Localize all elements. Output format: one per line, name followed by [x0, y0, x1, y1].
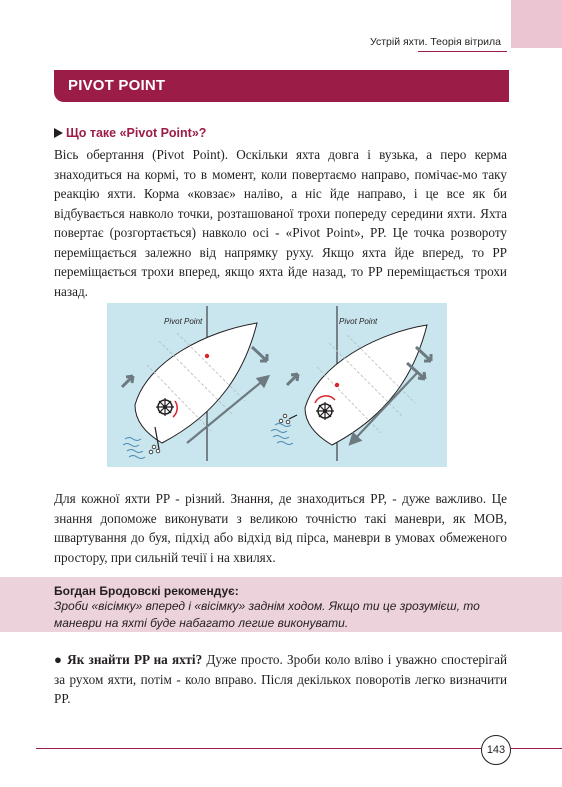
paragraph-pp-importance: Для кожної яхти PP - різний. Знання, де знаходиться PP, - дуже важливо. Це знання допоможе виконувати з великою точністю такі маневри, як MOB, швартування до буя, підхід або відхід від пірса, маневри в умовах обмеженого простору, при сильній течії і на хвилях. — [54, 491, 507, 565]
page-number: 143 — [481, 735, 511, 765]
recommendation-title: Богдан Бродовскі рекомендує: — [54, 584, 239, 598]
right-yacht — [271, 306, 431, 461]
find-pp-lead: ● Як знайти PP на яхті? — [54, 652, 203, 667]
corner-decoration — [511, 0, 562, 48]
paragraph-find-pp — [54, 650, 507, 709]
left-bow-arrow-icon — [252, 347, 267, 361]
paragraph-pivot-explanation: Вісь обертання (Pivot Point). Оскільки яхта довга і вузька, а перо керма знаходиться на кормі, то в момент, коли повертаємо направо, помічає-мо таку реакцію яхти. Корма «ковзає» наліво, а ніс йде направо, і це все як би відбувається навколо точки, розташованої трохи попереду середини яхти. Яхта повертає (розгортається) навколо осі - «Pivot Point», PP. Це точка розвороту переміщається залежно від напрямку руху. Якщо яхта йде вперед, то PP переміщається трохи вперед, якщо яхта йде назад, то PP переміщається трохи назад. — [54, 147, 507, 299]
triangle-bullet-icon — [54, 128, 63, 138]
recommendation-text: Зроби «вісімку» вперед і «вісімку» заднім ходом. Якщо ти це зрозумієш, то маневри на яхті буде набагато легше виконувати. — [54, 599, 480, 630]
left-stern-arrow-icon — [122, 376, 133, 387]
right-bow-arrow-icon — [416, 347, 431, 361]
right-stern-arrow-icon — [287, 374, 298, 385]
find-pp-text: Дуже просто. Зроби коло вліво і уважно спостерігай за рухом яхти, потім - коло вправо. Після декількох поворотів легко визначити PP. — [54, 652, 508, 706]
recommendation-box — [0, 577, 562, 632]
footer-rule — [36, 748, 481, 749]
header-rule — [418, 51, 507, 52]
question-text: Що таке «Pivot Point»? — [66, 126, 207, 140]
section-title: PIVOT POINT — [68, 77, 166, 94]
question-heading — [54, 126, 206, 140]
footer-rule-right — [511, 748, 562, 749]
left-yacht — [122, 306, 267, 461]
yacht-diagram — [107, 303, 447, 467]
right-pivot-point-label: Pivot Point — [339, 317, 378, 326]
right-pivot-dot — [335, 383, 339, 387]
pivot-point-figure — [107, 303, 447, 467]
section-banner — [54, 70, 509, 102]
left-pivot-point-label: Pivot Point — [164, 317, 203, 326]
running-head: Устрій яхти. Теорія вітрила — [370, 36, 501, 48]
left-pivot-dot — [205, 354, 209, 358]
